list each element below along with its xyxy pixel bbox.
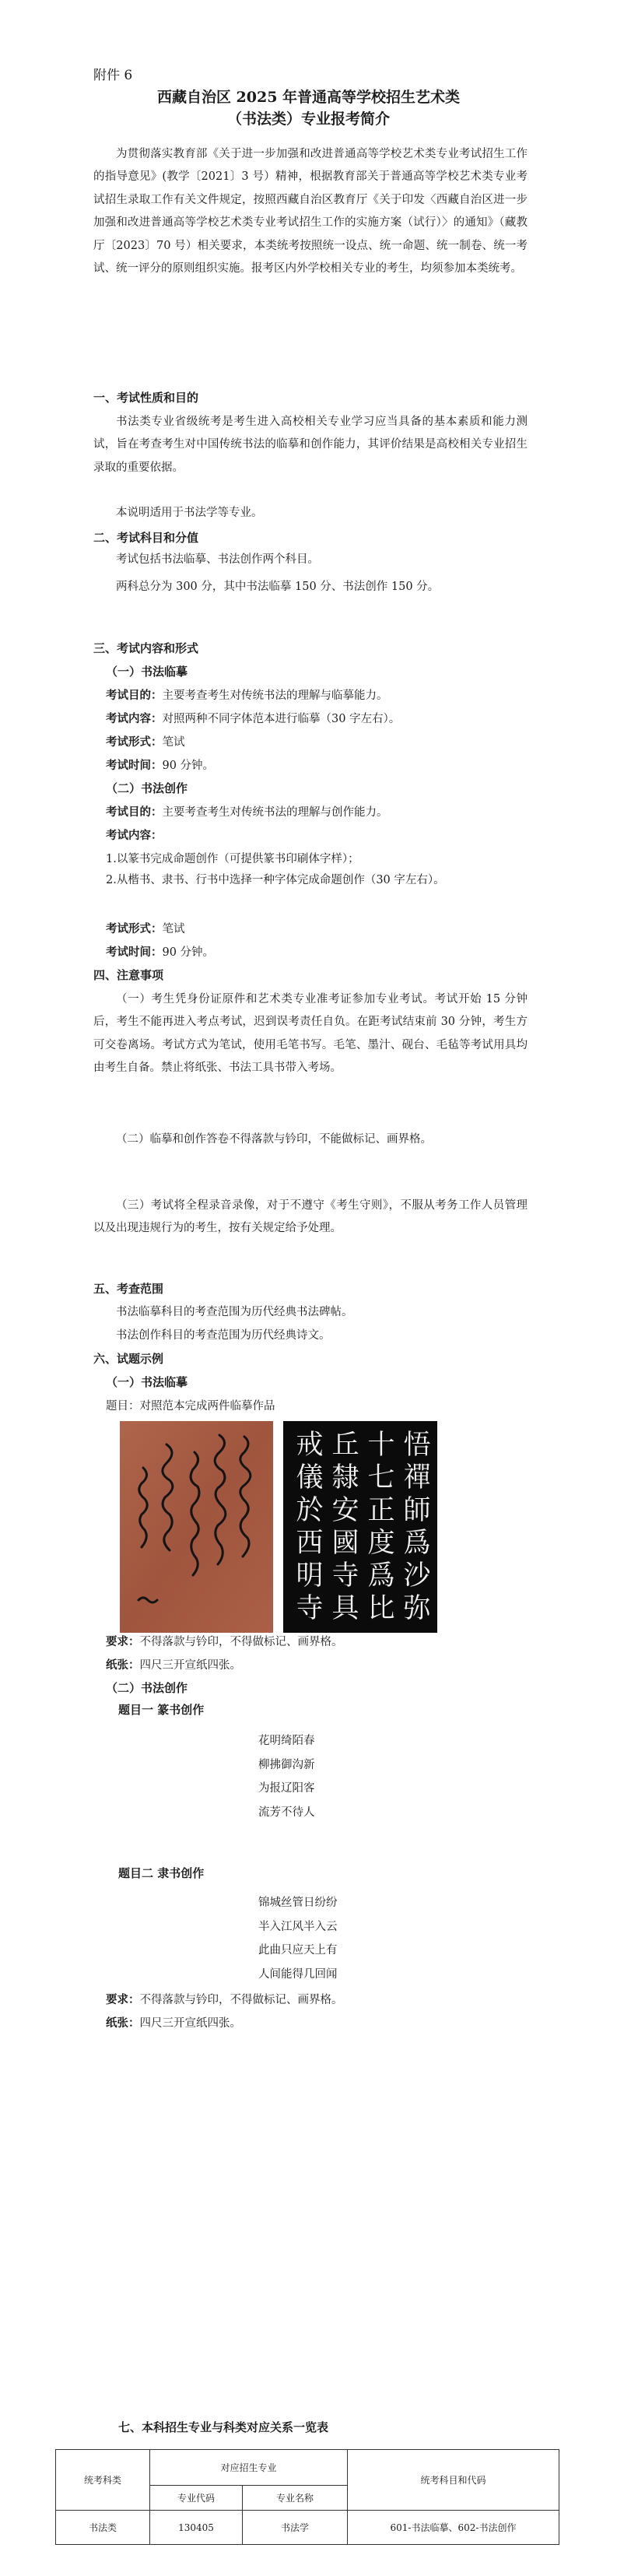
cell-code: 130405 [150,2511,243,2545]
exam-form-2: 考试形式：笔试 [106,922,185,935]
stele-character: 悟 [403,1430,431,1461]
section-3-sub2: （二）书法创作 [106,781,188,795]
stele-character: 度 [367,1528,395,1559]
stele-character: 爲 [367,1560,395,1592]
stele-character: 十 [367,1430,395,1461]
stele-character: 師 [403,1495,431,1526]
intro-paragraph: 为贯彻落实教育部《关于进一步加强和改进普通高等学校艺术类专业考试招生工作的指导意见》(教学〔2021〕3 号）精神，根据教育部关于普通高等学校艺术类专业考试招生录取工作有关文件规定，按照西藏自治区教育厅《关于印发〈西藏自治区进一步加强和改进普通高等学校艺术类专业考试招生工作的实施方案（试行）〉的通知》（藏教厅〔2023〕70 号）相关要求，本类统考按照统一设点、统一命题、统一制卷、统一考试、统一评分的原则组织实施。报考区内外学校相关专业的考生，均须参加本类统考。 [93,148,528,275]
poem-1 [258,1729,315,1824]
stele-character: 西 [296,1528,324,1559]
section-1-paragraph: 书法类专业省级统考是考生进入高校相关专业学习应当具备的基本素质和能力测试，旨在考查考生对中国传统书法的临摹和创作能力，其评价结果是高校相关专业招生录取的重要依据。 [93,416,528,474]
stele-character: 於 [296,1495,324,1526]
section-4-heading: 四、注意事项 [93,968,164,982]
scope-create: 书法创作科目的考查范围为历代经典诗文。 [116,1329,331,1342]
exam-time-2: 考试时间：90 分钟。 [106,946,215,959]
create-topic-2: 题目二 隶书创作 [118,1866,205,1880]
poem-1-line: 花明绮陌春 [258,1735,315,1747]
section-5-heading: 五、考查范围 [93,1282,164,1296]
stele-character: 戒 [296,1430,324,1461]
exam-content-1: 考试内容：对照两种不同字体范本进行临摹（30 字左右）。 [106,712,401,725]
stele-character: 爲 [403,1528,431,1559]
stele-character: 具 [331,1593,359,1624]
notice-2: （二）临摹和创作答卷不得落款与钤印，不能做标记、画界格。 [116,1133,432,1146]
stele-character: 禪 [403,1462,431,1493]
poem-1-line: 为报辽阳客 [258,1782,315,1795]
scope-copy: 书法临摹科目的考查范围为历代经典书法碑帖。 [116,1306,353,1318]
stele-character: 七 [367,1462,395,1493]
col-major-code: 专业代码 [150,2486,243,2511]
section-3-heading: 三、考试内容和形式 [93,641,199,655]
section-3-sub1: （一）书法临摹 [106,665,188,679]
exam-purpose-2: 考试目的：主要考查考生对传统书法的理解与创作能力。 [106,805,388,819]
section-7-heading: 七、本科招生专业与科类对应关系一览表 [118,2420,329,2434]
stele-character: 明 [296,1560,324,1592]
cell-category: 书法类 [56,2511,150,2545]
doc-title-line2: （书法类）专业报考简介 [226,111,390,128]
stele-character: 丘 [331,1430,359,1461]
notice-1: （一）考生凭身份证原件和艺术类专业准考证参加专业考试。考试开始 15 分钟后，考生不能再进入考点考试，迟到误考责任自负。在距考试结束前 30 分钟，考生方可交卷离场。考试方式为笔试，使用毛笔书写。毛笔、墨汁、砚台、毛毡等考试用具均由考生自备。禁止将纸张、书法工具书带入考场。 [93,993,528,1075]
copy-paper: 纸张：四尺三开宣纸四张。 [106,1658,241,1672]
section-1-scope: 本说明适用于书法学等专业。 [116,507,263,519]
section-6-sub2: （二）书法创作 [106,1681,188,1695]
exam-content-2-item2: 2.从楷书、隶书、行书中选择一种字体完成命题创作（30 字左右）。 [106,874,445,886]
poem-1-line: 柳拂御沟新 [258,1758,315,1771]
poem-2-line: 锦城丝管日纷纷 [258,1897,338,1909]
col-major-name: 专业名称 [243,2486,348,2511]
poem-1-line: 流芳不待人 [258,1806,315,1819]
cursive-script-sample-image [120,1421,273,1633]
stele-character: 正 [367,1495,395,1526]
section-6-sub1: （一）书法临摹 [106,1375,188,1389]
cell-name: 书法学 [243,2511,348,2545]
stele-character: 比 [367,1593,395,1624]
section-2-subjects: 考试包括书法临摹、书法创作两个科目。 [116,553,319,566]
stele-character: 國 [331,1528,359,1559]
poem-2-line: 人间能得几回闻 [258,1967,338,1981]
notice-3: （三）考试将全程录音录像，对于不遵守《考生守则》，不服从考务工作人员管理以及出现违规行为的考生，按有关规定给予处理。 [93,1199,528,1235]
stele-character: 儀 [296,1462,324,1493]
section-1-heading: 一、考试性质和目的 [93,391,199,405]
exam-time-1: 考试时间：90 分钟。 [106,759,215,772]
stele-rubbing-sample-image [283,1421,437,1633]
section-2-scores: 两科总分为 300 分，其中书法临摹 150 分、书法创作 150 分。 [116,581,440,593]
stele-character: 弥 [403,1593,431,1624]
stele-character: 寺 [331,1560,359,1592]
stele-character: 沙 [403,1560,431,1592]
exam-purpose-1: 考试目的：主要考查考生对传统书法的理解与临摹能力。 [106,689,388,702]
copy-topic: 题目：对照范本完成两件临摹作品 [106,1400,275,1413]
copy-requirement: 要求：不得落款与钤印，不得做标记、画界格。 [106,1635,343,1648]
create-topic-1: 题目一 篆书创作 [118,1703,205,1717]
stele-character: 安 [331,1495,359,1526]
table-row [56,2511,559,2545]
stele-character: 寺 [296,1593,324,1624]
major-subject-table [55,2449,559,2545]
col-group-major: 对应招生专业 [150,2450,348,2486]
cell-subjects: 601-书法临摹、602-书法创作 [348,2511,559,2545]
poem-2-line: 此曲只应天上有 [258,1944,338,1957]
section-6-heading: 六、试题示例 [93,1352,164,1366]
create-paper: 纸张：四尺三开宣纸四张。 [106,2016,241,2030]
col-subject-category: 统考科类 [56,2450,150,2511]
exam-content-2-label: 考试内容： [106,829,163,842]
poem-2 [258,1891,338,1986]
poem-2-line: 半入江风半入云 [258,1920,338,1933]
exam-content-2-item1: 1.以篆书完成命题创作（可提供篆书印刷体字样）； [106,853,359,865]
stele-character: 隸 [331,1462,359,1493]
exam-form-1: 考试形式：笔试 [106,735,185,749]
doc-title-line1: 西藏自治区 2025 年普通高等学校招生艺术类 [156,89,461,106]
col-exam-subjects: 统考科目和代码 [348,2450,559,2511]
section-2-heading: 二、考试科目和分值 [93,531,199,545]
create-requirement: 要求：不得落款与钤印，不得做标记、画界格。 [106,1993,343,2006]
annex-label: 附件 6 [93,68,133,83]
